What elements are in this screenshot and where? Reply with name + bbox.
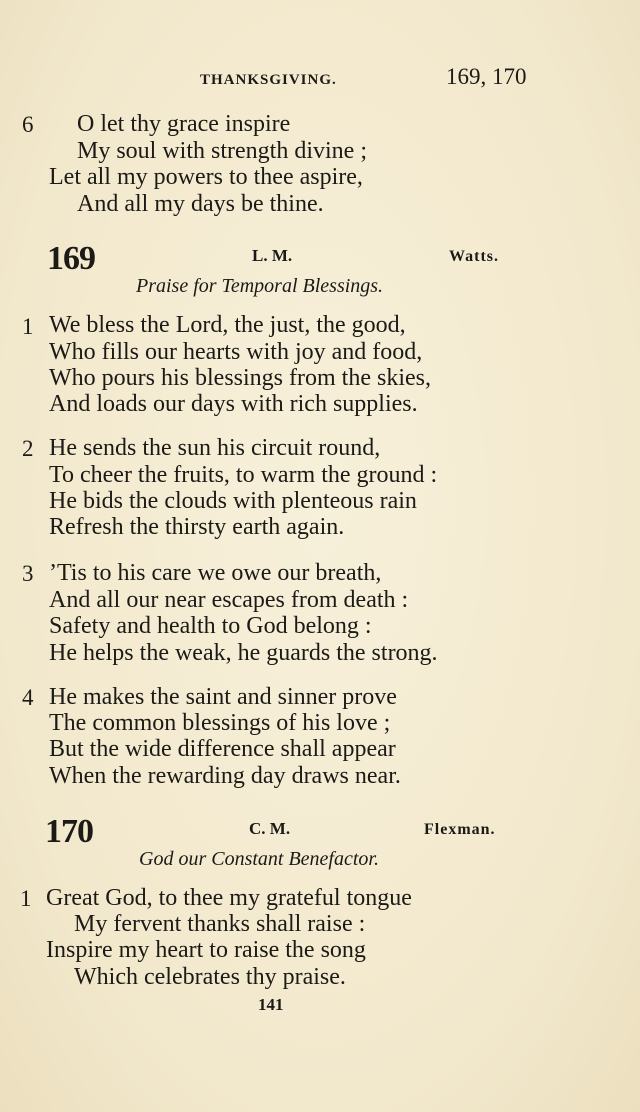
running-title: THANKSGIVING. [200, 72, 337, 88]
verse-line: Safety and health to God belong : [49, 613, 372, 639]
verse-number: 4 [22, 685, 34, 710]
verse-line: ’Tis to his care we owe our breath, [49, 560, 382, 586]
hymn-number: 170 [45, 813, 93, 850]
verse-line: Who fills our hearts with joy and food, [49, 339, 423, 365]
verse-line: But the wide difference shall appear [49, 736, 396, 762]
verse-line: O let thy grace inspire [77, 111, 291, 137]
verse-line: He bids the clouds with plenteous rain [49, 488, 417, 514]
hymn-author: Flexman. [424, 821, 496, 838]
verse-number: 6 [22, 112, 34, 137]
verse-line: He helps the weak, he guards the strong. [49, 640, 438, 666]
verse-number: 1 [20, 886, 32, 911]
verse-line: And loads our days with rich supplies. [49, 391, 418, 417]
verse-number: 2 [22, 436, 34, 461]
verse-line: To cheer the fruits, to warm the ground : [49, 462, 438, 488]
verse-line: Inspire my heart to raise the song [46, 937, 366, 963]
verse-line: And all our near escapes from death : [49, 587, 409, 613]
hymn-author: Watts. [449, 248, 499, 265]
hymn-number: 169 [47, 240, 95, 277]
verse-line: My fervent thanks shall raise : [74, 911, 366, 937]
hymn-meter: L. M. [252, 246, 293, 265]
verse-line: He makes the saint and sinner prove [49, 684, 397, 710]
verse-line: Let all my powers to thee aspire, [49, 164, 363, 190]
verse-number: 1 [22, 314, 34, 339]
hymn-title: Praise for Temporal Blessings. [136, 275, 384, 297]
verse-line: The common blessings of his love ; [49, 710, 391, 736]
verse-line: When the rewarding day draws near. [49, 763, 401, 789]
verse-line: He sends the sun his circuit round, [49, 435, 381, 461]
verse-line: And all my days be thine. [77, 191, 324, 217]
verse-line: Great God, to thee my grateful tongue [46, 885, 412, 911]
verse-line: Refresh the thirsty earth again. [49, 514, 345, 540]
hymn-title: God our Constant Benefactor. [139, 848, 379, 870]
verse-line: Which celebrates thy praise. [74, 964, 346, 990]
verse-line: Who pours his blessings from the skies, [49, 365, 431, 391]
verse-line: We bless the Lord, the just, the good, [49, 312, 406, 338]
verse-number: 3 [22, 561, 34, 586]
running-hymn-numbers: 169, 170 [446, 64, 527, 89]
hymn-meter: C. M. [249, 819, 291, 838]
verse-line: My soul with strength divine ; [77, 138, 367, 164]
page-number: 141 [258, 995, 284, 1014]
